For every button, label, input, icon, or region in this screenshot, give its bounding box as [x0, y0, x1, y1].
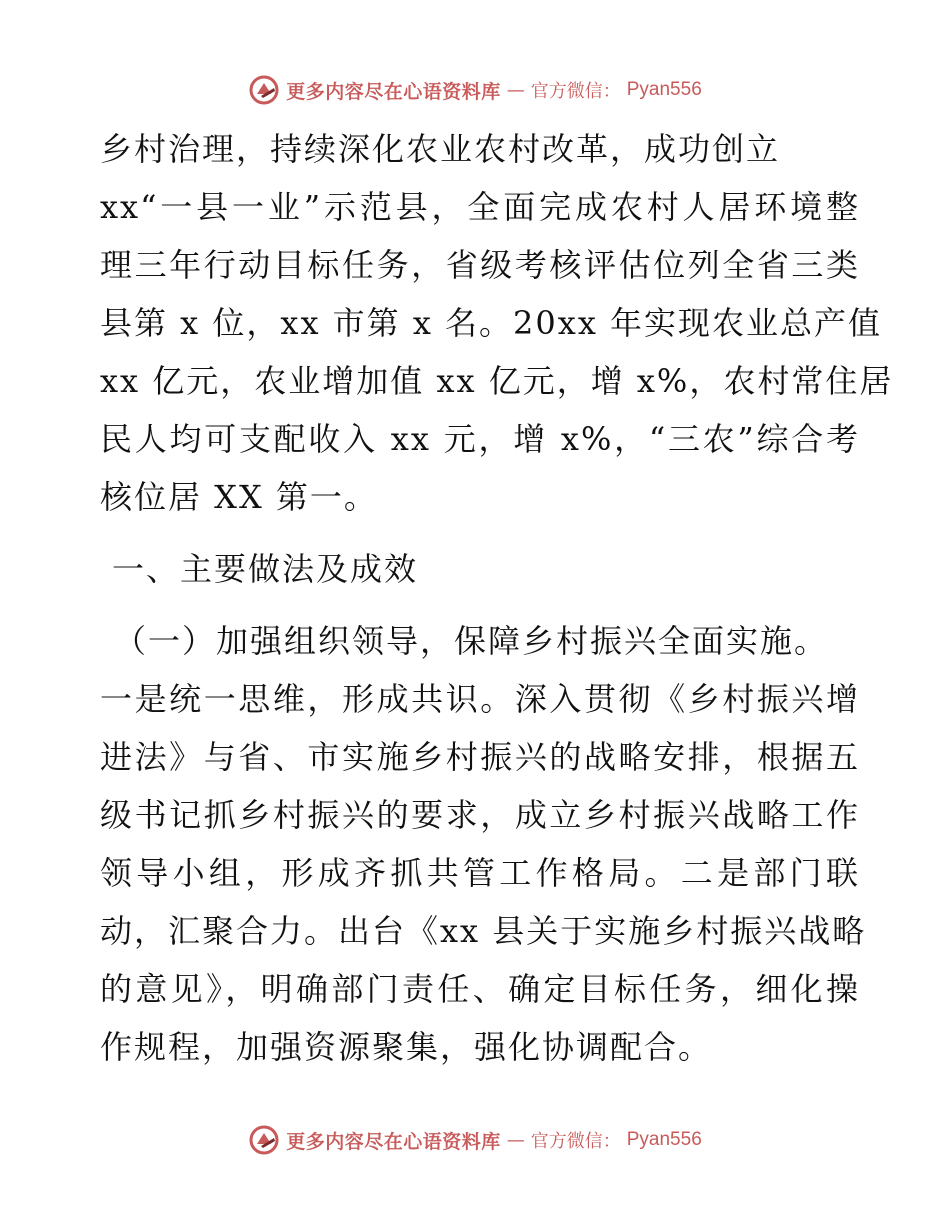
paragraph-intro [100, 120, 894, 526]
text-line: 一是统一思维，形成共识。深入贯彻《乡村振兴增 [100, 680, 860, 718]
text-line: 县第 x 位，xx 市第 x 名。20xx 年实现农业总产值 [100, 304, 883, 342]
banner-separator: — [506, 79, 525, 101]
text-line: 理三年行动目标任务，省级考核评估位列全省三类 [100, 246, 860, 284]
paragraph-measures [100, 670, 867, 1076]
footer-banner [0, 1120, 950, 1160]
banner-wechat-label: 官方微信： [530, 1131, 621, 1152]
banner-main-text: 更多内容尽在心语资料库 [286, 1130, 501, 1153]
section-heading: 一、主要做法及成效 [112, 550, 419, 588]
text-line: xx 亿元，农业增加值 xx 亿元，增 x%，农村常住居 [100, 362, 894, 400]
banner-wechat-label: 官方微信： [530, 81, 621, 102]
text-line: 的意见》，明确部门责任、确定目标任务，细化操 [100, 970, 860, 1008]
document-body [100, 120, 894, 1076]
brand-logo-icon [248, 74, 280, 106]
banner-separator: — [506, 1129, 525, 1151]
text-line: 乡村治理，持续深化农业农村改革，成功创立 [100, 130, 781, 168]
text-line: 核位居 XX 第一。 [100, 478, 378, 516]
banner-main-text: 更多内容尽在心语资料库 [286, 80, 501, 103]
text-line: 动，汇聚合力。出台《xx 县关于实施乡村振兴战略 [100, 912, 867, 950]
text-line: 作规程，加强资源聚集，强化协调配合。 [100, 1028, 713, 1066]
header-banner [0, 70, 950, 110]
subsection-heading: （一）加强组织领导，保障乡村振兴全面实施。 [114, 622, 829, 660]
brand-logo-icon [248, 1124, 280, 1156]
text-line: 领导小组，形成齐抓共管工作格局。二是部门联 [100, 854, 860, 892]
text-line: 进法》与省、市实施乡村振兴的战略安排，根据五 [100, 738, 860, 776]
text-line: xx“一县一业”示范县，全面完成农村人居环境整 [100, 188, 860, 226]
text-line: 民人均可支配收入 xx 元，增 x%，“三农”综合考 [100, 420, 860, 458]
banner-wechat-id: Pyan556 [626, 1129, 702, 1150]
banner-wechat-id: Pyan556 [626, 79, 702, 100]
text-line: 级书记抓乡村振兴的要求，成立乡村振兴战略工作 [100, 796, 860, 834]
